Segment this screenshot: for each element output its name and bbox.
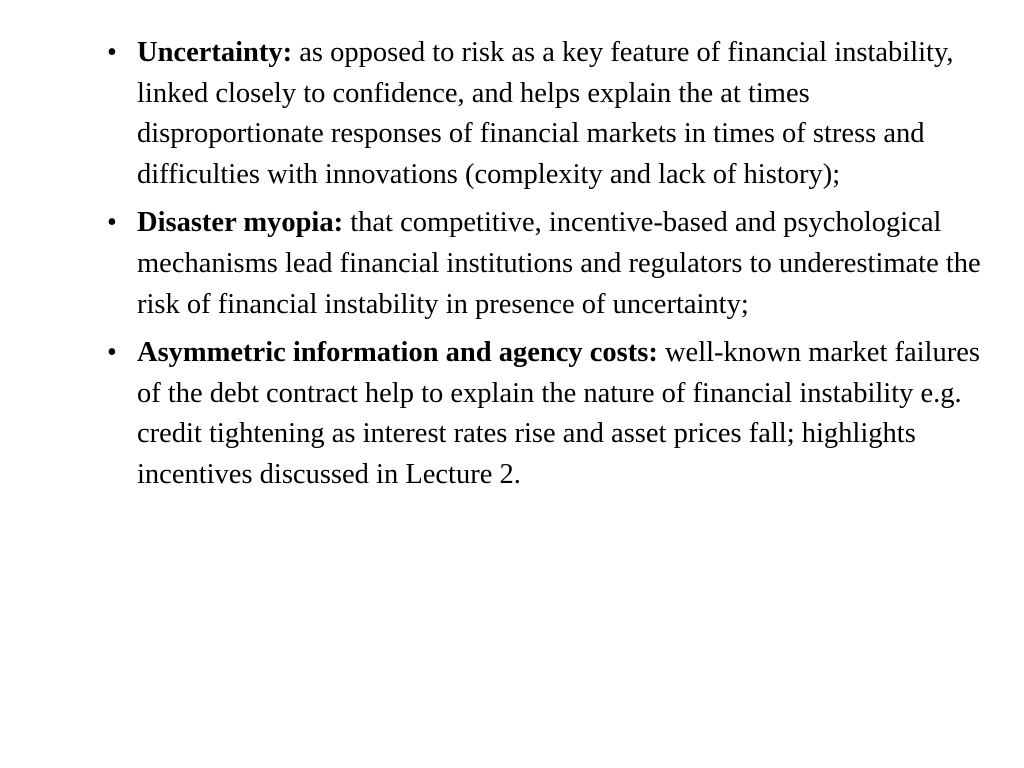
bullet-uncertainty: [107, 33, 987, 195]
bullet-asymmetric-information: [107, 333, 987, 495]
bullet-list: [107, 33, 987, 504]
bullet-text: that competitive, incentive-based and psychological mechanisms lead financial institutions and regulators to underestimate the risk of financial instability in presence of uncertainty;: [137, 207, 981, 320]
bullet-text: well-known market failures of the debt contract help to explain the nature of financial instability e.g. credit tightening as interest rates rise and asset prices fall; highlights incentives discussed in Lecture 2.: [137, 337, 980, 490]
bullet-text: as opposed to risk as a key feature of financial instability, linked closely to confidence, and helps explain the at times disproportionate responses of financial markets in times of stress and difficulties with innovations (complexity and lack of history);: [137, 37, 954, 190]
bullet-term: Asymmetric information and agency costs:: [137, 337, 658, 369]
bullet-dot-icon: •: [107, 337, 117, 369]
bullet-dot-icon: •: [107, 37, 117, 68]
bullet-term: Uncertainty:: [137, 37, 293, 68]
bullet-disaster-myopia: [107, 203, 987, 325]
bullet-term: Disaster myopia:: [137, 207, 344, 239]
bullet-dot-icon: •: [107, 207, 117, 239]
